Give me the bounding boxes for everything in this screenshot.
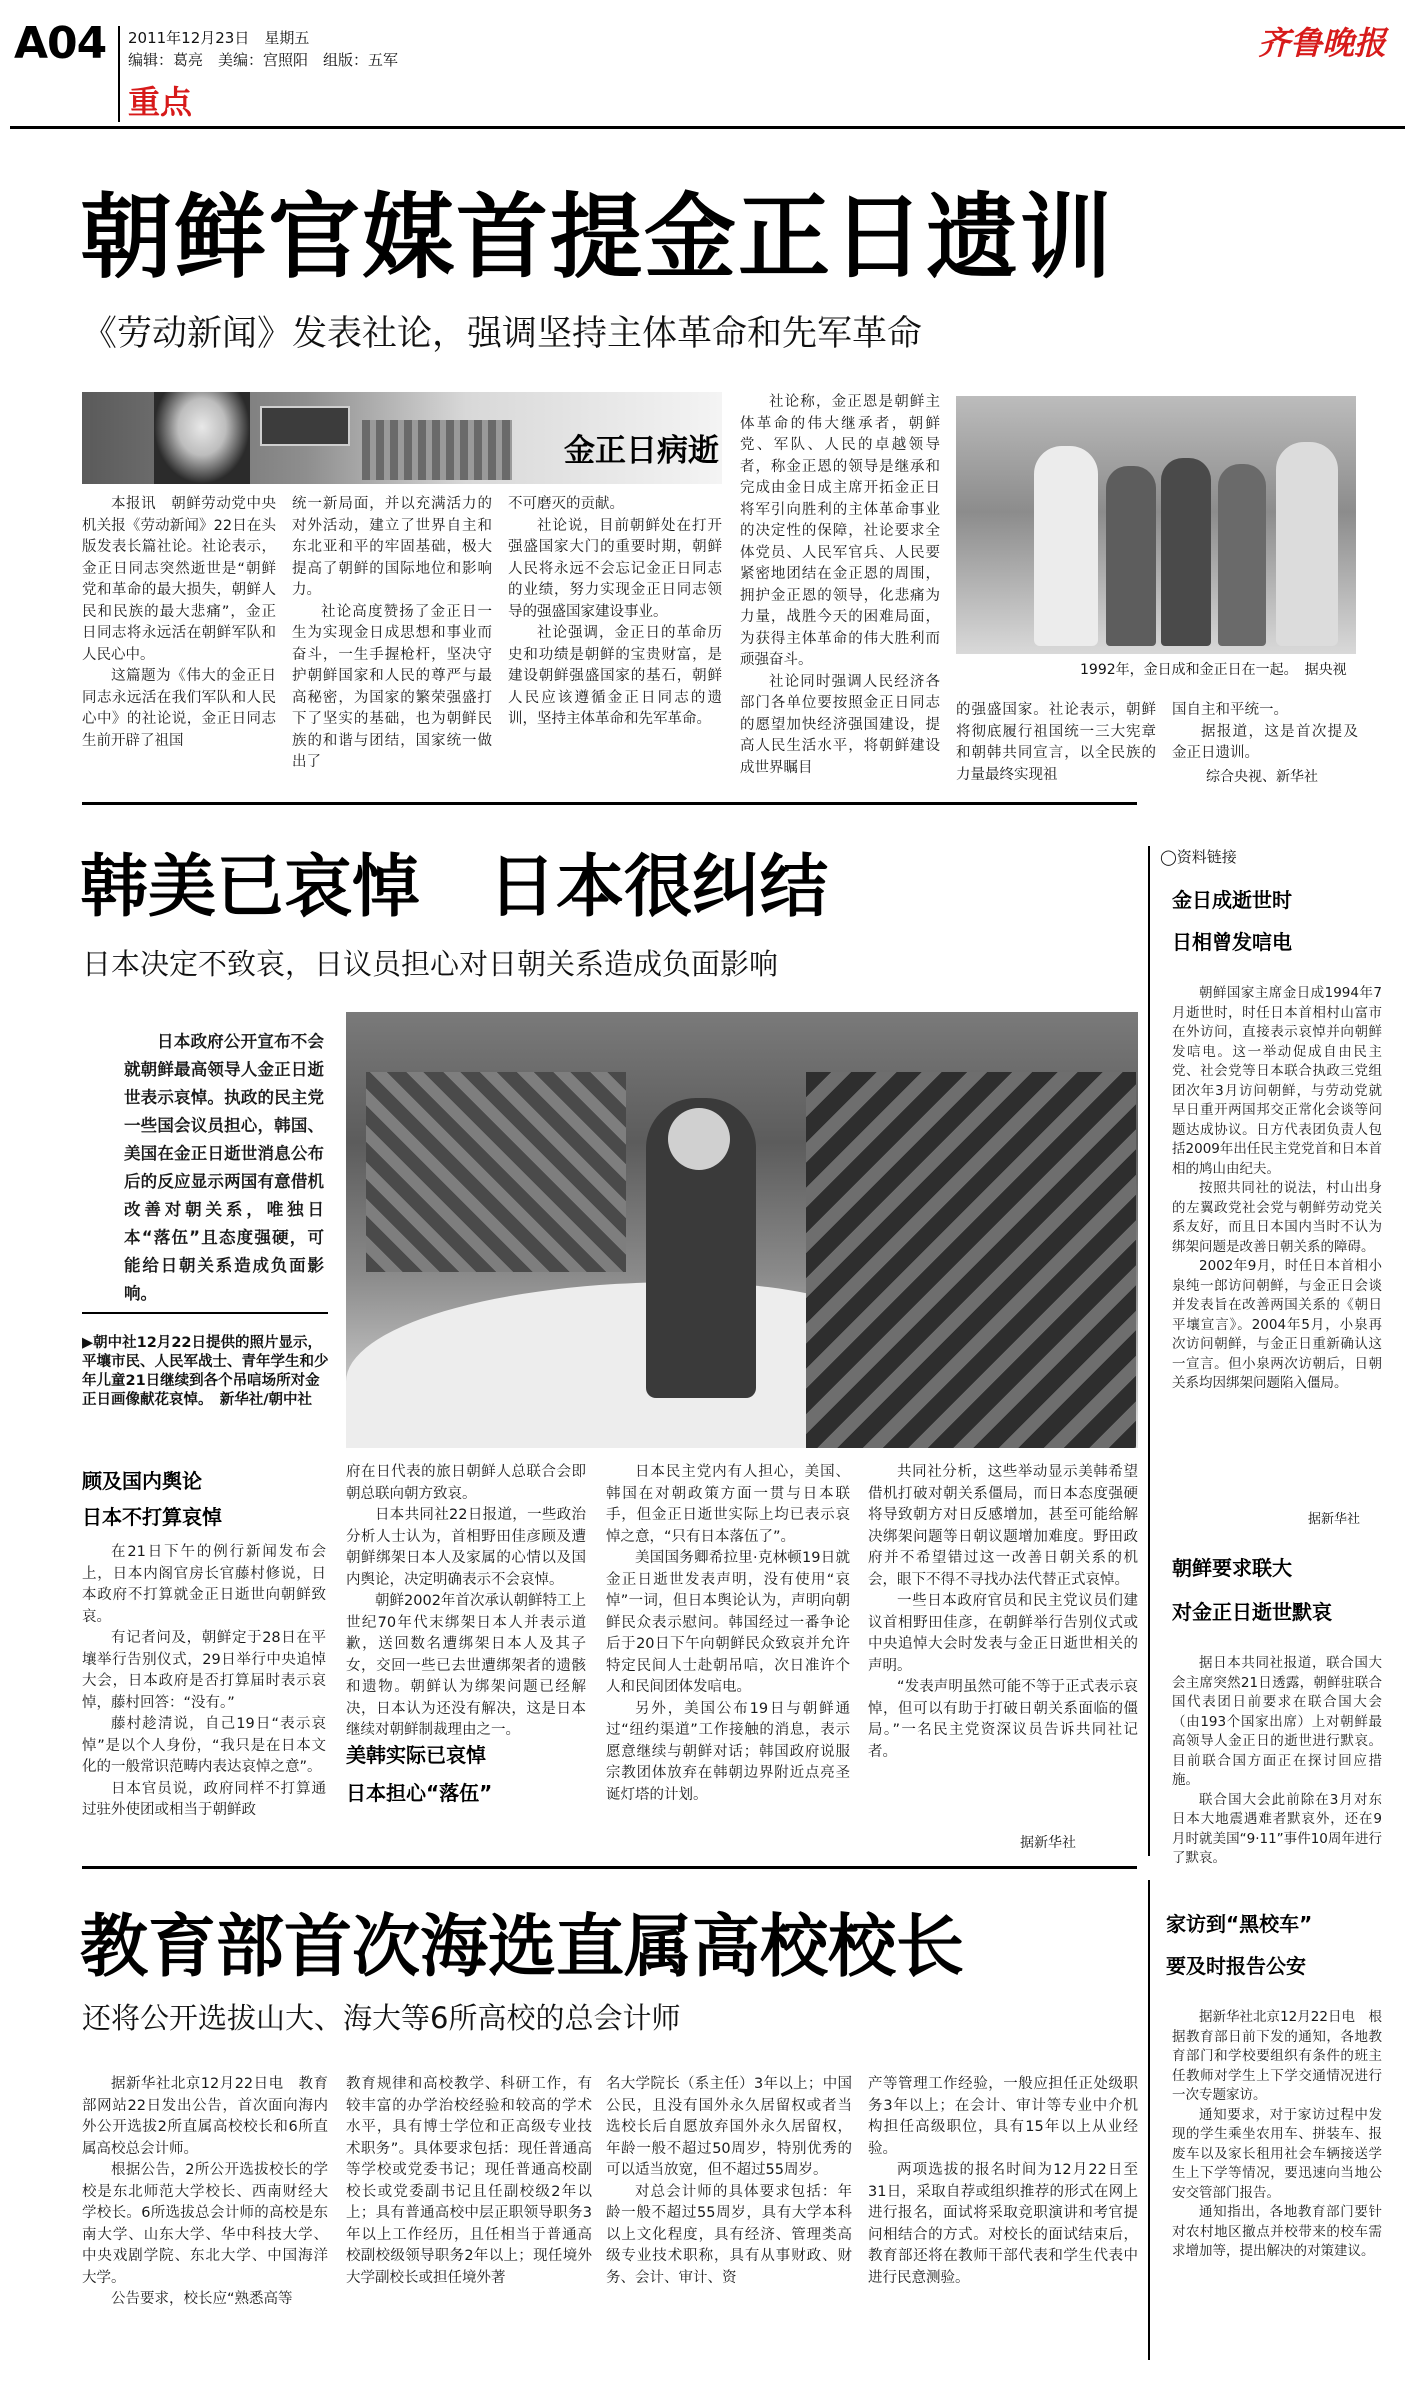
story2-col4: [868, 1462, 1138, 1822]
story2-p1: 在21日下午的例行新闻发布会上，日本内阁官房长官藤村修说，日本政府不打算就金正日逝世向朝鲜致哀。: [82, 1544, 326, 1625]
story3-p2: 根据公告，2所公开选拔校长的学校是东北师范大学校长、西南财经大学校长。6所选拔总会计师的高校是东南大学、山东大学、华中科技大学、中央戏剧学院、东北大学、中国海洋大学。: [82, 2162, 328, 2286]
story1-sign: 综合央视、新华社: [1206, 769, 1318, 785]
sidebar1-title-line2: 日相曾发唁电: [1172, 930, 1292, 954]
story1-bottom-rule: [82, 802, 1137, 805]
sidebar1-sign: 据新华社: [1308, 1512, 1361, 1527]
story2-subhead2-line1: 美韩实际已哀悼: [346, 1743, 486, 1767]
story1-p4: 社论高度赞扬了金正日一生为实现金日成思想和事业而奋斗，一生手握枪杆，坚决守护朝鲜国家和人民的尊严与最高秘密，为国家的繁荣强盛打下了坚实的基础，也为朝鲜民族的和谐与团结，国家统一做出了: [292, 603, 492, 770]
portrait-shape: [154, 392, 250, 484]
story3-col3: [606, 2074, 852, 2356]
story2-subhead1-line2: 日本不打算哀悼: [82, 1505, 222, 1529]
story1-p1: 本报讯 朝鲜劳动党中央机关报《劳动新闻》22日在头版发表长篇社论。社论表示，金正日同志突然逝世是“朝鲜党和革命的最大损失，朝鲜人民和民族的最大悲痛”，金正日同志将永远活在朝鲜军队和人民心中。: [82, 496, 276, 663]
story1-p12: 据报道，这是首次提及金正日遗训。: [1172, 723, 1358, 761]
sidebar1-title-line1: 金日成逝世时: [1172, 888, 1292, 912]
story2-photo-caption: ▶朝中社12月22日提供的照片显示，平壤市民、人民军战士、青年学生和少年儿童21日继续到各个吊唁场所对金正日画像献花哀悼。 新华社/朝中社: [82, 1335, 329, 1408]
story2-lead: [124, 1028, 324, 1304]
editors-line: 编辑：葛亮 美编：宫照阳 组版：五军: [128, 51, 399, 69]
story1-p11: 国自主和平统一。: [1172, 702, 1288, 718]
story1-col5: [956, 700, 1156, 790]
story1-col2: [292, 494, 492, 790]
sidebar1-p1: 朝鲜国家主席金日成1994年7月逝世时，时任日本首相村山富市在外访问，直接表示哀悼并向朝鲜发唁电。这一举动促成自由民主党、社会党等日本联合执政三党组团次年3月访问朝鲜，与劳动党就早日重开两国邦交正常化会谈等问题达成协议。日方代表团负责人包括2009年出任民主党党首和日本首相的鸠山由纪夫。: [1172, 985, 1382, 1177]
story3-p8: 两项选拔的报名时间为12月22日至31日，采取自荐或组织推荐的形式在网上进行报名，面试将采取竞职演讲和考官提问相结合的方式。对校长的面试结束后，教育部还将在教师干部代表和学生代表中进行民意测验。: [868, 2162, 1138, 2286]
figure-5: [1276, 442, 1338, 646]
story1-p10: 的强盛国家。社论表示，朝鲜将彻底履行祖国统一三大宪章和朝韩共同宣言，以全民族的力量最终实现祖: [956, 702, 1156, 783]
story2-p9: 美国国务卿希拉里·克林顿19日就金正日逝世发表声明，没有使用“哀悼”一词，但日本舆论认为，声明向朝鲜民众表示慰问。韩国经过一番争论后于20日下午向朝鲜民众致哀并允许特定民间人士赴朝吊唁，次日准许个人和民间团体发唁电。: [606, 1550, 850, 1695]
header-rule: [10, 126, 1405, 129]
story1-p2: 这篇题为《伟大的金正日同志永远活在我们军队和人民心中》的社论说，金正日同志生前开辟了祖国: [82, 668, 276, 749]
figure-2: [1106, 466, 1156, 646]
story1-photo-caption: 1992年，金日成和金正日在一起。 据央视: [1080, 662, 1347, 678]
mourner-face: [668, 1108, 730, 1170]
section-label: 重点: [128, 83, 193, 121]
story2-p10: 另外，美国公布19日与朝鲜通过“纽约渠道”工作接触的消息，表示愿意继续与朝鲜对话；韩国政府说服宗教团体放弃在韩朝边界附近点亮圣诞灯塔的计划。: [606, 1700, 850, 1803]
story2-subhead2-line2: 日本担心“落伍”: [346, 1781, 493, 1805]
story3-col2: [346, 2074, 592, 2356]
sidebar1-p5: 联合国大会此前除在3月对东日本大地震遇难者默哀外，还在9月时就美国“9·11”事件10周年进行了默哀。: [1172, 1791, 1382, 1866]
story1-col3: [508, 494, 722, 790]
story1-col4: [740, 392, 940, 790]
sidebar1-label: ◯资料链接: [1160, 848, 1237, 866]
story1-p6: 社论说，目前朝鲜处在打开强盛国家大门的重要时期，朝鲜人民将永远不会忘记金正日同志的业绩，努力实现金正日同志领导的强盛国家建设事业。: [508, 517, 722, 620]
sidebar1-p4: 据日本共同社报道，联合国大会主席突然21日透露，朝鲜驻联合国代表团日前要求在联合国大会（由193个国家出席）上对朝鲜最高领导人金正日的逝世进行默哀。目前联合国方面正在探讨回应措施。: [1172, 1655, 1382, 1788]
story3-p4: 教育规律和高校教学、科研工作，有较丰富的办学治校经验和较高的学术水平，具有博士学位和正高级专业技术职务”。具体要求包括：现任普通高等学校或党委书记；现任普通高校副校长或党委副书记且任副校级2年以上；具有普通高校中层正职领导职务3年以上工作经历，且任相当于普通高校副校级领导职务2年以上；现任境外大学副校长或担任境外著: [346, 2076, 592, 2286]
story1-headline: 朝鲜官媒首提金正日遗训: [80, 184, 1115, 291]
story3-p7: 产等管理工作经验，一般应担任正处级职务3年以上；在会计、审计等专业中介机构担任高级职位，具有15年以上从业经验。: [868, 2076, 1138, 2157]
story3-deck: 还将公开选拔山大、海大等6所高校的总会计师: [82, 2001, 681, 2035]
sidebar3-body: [1172, 2008, 1382, 2358]
sidebar3-title-line1: 家访到“黑校车”: [1166, 1912, 1313, 1936]
banner-label: 金正日病逝: [564, 433, 719, 469]
story2-deck: 日本决定不致哀，日议员担心对日朝关系造成负面影响: [82, 947, 779, 981]
story2-p2: 有记者问及，朝鲜定于28日在平壤举行告别仪式，29日举行中央追悼大会，日本政府是否打算届时表示哀悼，藤村回答：“没有。”: [82, 1630, 326, 1711]
sidebar1-title2-line2: 对金正日逝世默哀: [1172, 1600, 1332, 1624]
story1-col1: [82, 494, 276, 790]
sidebar3-p2: 通知要求，对于家访过程中发现的学生乘坐农用车、拼装车、报废车以及家长租用社会车辆接送学生上下学等情况，要迅速向当地公安交管部门报告。: [1172, 2106, 1382, 2201]
page-number: A04: [14, 18, 107, 69]
header-divider: [118, 26, 120, 122]
story3-p3: 公告要求，校长应“熟悉高等: [111, 2291, 293, 2307]
story1-p8: 社论称，金正恩是朝鲜主体革命的伟大继承者，朝鲜党、军队、人民的卓越领导者，称金正恩的领导是继承和完成由金日成主席开拓金正日将军引向胜利的主体革命事业的决定性的保障，社论要求全体党员、人民军官兵、人民要紧密地团结在金正恩的周围，拥护金正恩的领导，化悲痛为力量，战胜今天的困难局面，为获得主体革命的伟大胜利而顽强奋斗。: [740, 394, 940, 668]
story2-sign: 据新华社: [1020, 1835, 1076, 1851]
sidebar1-p3: 2002年9月，时任日本首相小泉纯一郎访问朝鲜，与金正日会谈并发表旨在改善两国关系的《朝日平壤宣言》。2004年5月，小泉再次访问朝鲜，与金正日重新确认这一宣言。但小泉两次访朝后，日朝关系均因绑架问题陷入僵局。: [1172, 1258, 1382, 1391]
masthead-logo: 齐鲁晚报: [1258, 24, 1387, 62]
story2-p4: 日本官员说，政府同样不打算通过驻外使团或相当于朝鲜政: [82, 1780, 326, 1818]
sidebar1-body2: [1172, 1654, 1382, 1866]
story3-p5: 名大学院长（系主任）3年以上；中国公民，且没有国外永久居留权或者当选校长后自愿放弃国外永久居留权，年龄一般不超过50周岁，特别优秀的可以适当放宽，但不超过55周岁。: [606, 2076, 852, 2178]
story2-lead-text: 日本政府公开宣布不会就朝鲜最高领导人金正日逝世表示哀悼。执政的民主党一些国会议员担心，韩国、美国在金正日逝世消息公布后的反应显示两国有意借机改善对朝关系，唯独日本“落伍”且态度强硬，可能给日朝关系造成负面影响。: [124, 1032, 324, 1303]
story2-p6: 日本共同社22日报道，一些政治分析人士认为，首相野田佳彦顾及遭朝鲜绑架日本人及家属的心情以及国内舆论，决定明确表示不会哀悼。: [346, 1507, 586, 1588]
kim-banner-image: [82, 392, 722, 484]
sidebar1-body: [1172, 984, 1382, 1520]
crowd-right: [806, 1072, 1136, 1448]
story2-headline: 韩美已哀悼 日本很纠结: [80, 848, 829, 927]
sidebar3-p3: 通知指出，各地教育部门要针对农村地区撤点并校带来的校车需求增加等，提出解决的对策建议。: [1172, 2204, 1382, 2259]
date-line: 2011年12月23日 星期五: [128, 29, 310, 47]
story3-p1: 据新华社北京12月22日电 教育部网站22日发出公告，首次面向海内外公开选拔2所直属高校校长和6所直属高校总会计师。: [82, 2076, 328, 2157]
figure-4: [1218, 464, 1266, 646]
story2-lead-rule: [82, 1312, 328, 1314]
story2-p8: 日本民主党内有人担心，美国、韩国在对朝政策方面一贯与日本联手，但金正日逝世实际上均已表示哀悼之意，“只有日本落伍了”。: [606, 1464, 850, 1545]
story3-col4: [868, 2074, 1138, 2356]
sidebar-divider: [1148, 846, 1150, 1856]
story1-p5: 不可磨灭的贡献。: [508, 496, 624, 512]
story2-p11: 共同社分析，这些举动显示美韩希望借机打破对朝关系僵局，而日本态度强硬将导致朝方对日反感增加，甚至可能给解决绑架问题等日朝议题增加难度。野田政府并不希望错过这一改善日朝关系的机会，眼下不得不寻找办法代替正式哀悼。: [868, 1464, 1138, 1588]
story2-col1: [82, 1542, 326, 1856]
sidebar3-divider: [1148, 1880, 1150, 2360]
story3-headline: 教育部首次海选直属高校校长: [80, 1908, 965, 1987]
story2-p3: 藤村趁清说，自己19日“表示哀悼”是以个人身份，“我只是在日本文化的一般常识范畴内表达哀悼之意”。: [82, 1716, 326, 1775]
sidebar3-p1: 据新华社北京12月22日电 根据教育部日前下发的通知，各地教育部门和学校要组织有条件的班主任教师对学生上下学交通情况进行一次专题家访。: [1172, 2009, 1382, 2103]
story1-deck: 《劳动新闻》发表社论，强调坚持主体革命和先军革命: [82, 314, 923, 354]
story2-p12: 一些日本政府官员和民主党议员们建议首相野田佳彦，在朝鲜举行告别仪式或中央追悼大会时发表与金正日逝世相关的声明。: [868, 1593, 1138, 1674]
story2-bottom-rule: [82, 1866, 1137, 1869]
story1-p9: 社论同时强调人民经济各部门各单位要按照金正日同志的愿望加快经济强国建设，提高人民生活水平，将朝鲜建设成世界瞩目: [740, 673, 940, 776]
story2-col2: [346, 1462, 586, 1738]
sidebar1-p2: 按照共同社的说法，村山出身的左翼政党社会党与朝鲜劳动党关系友好，而且日本国内当时不认为绑架问题是改善日朝关系的障碍。: [1172, 1180, 1382, 1255]
building-shape: [362, 420, 512, 480]
sidebar1-title2-line1: 朝鲜要求联大: [1172, 1556, 1292, 1580]
story3-p6: 对总会计师的具体要求包括：年龄一般不超过55周岁，具有大学本科以上文化程度，具有经济、管理类高级专业技术职称，具有从事财政、财务、会计、审计、资: [606, 2183, 852, 2286]
flag-shape: [260, 406, 350, 446]
story3-col1: [82, 2074, 328, 2356]
kim-il-sung-kim-jong-il-photo: [956, 396, 1356, 654]
story2-col3: [606, 1462, 850, 1856]
figure-3: [1161, 458, 1211, 646]
mourning-crowd-photo: [346, 1012, 1138, 1448]
story2-p5: 府在日代表的旅日朝鲜人总联合会即朝总联向朝方致哀。: [346, 1464, 586, 1502]
story2-p13: “发表声明虽然可能不等于正式表示哀悼，但可以有助于打破日朝关系面临的僵局。”一名民主党资深议员告诉共同社记者。: [868, 1679, 1138, 1760]
crowd-left: [366, 1072, 626, 1272]
story2-p7: 朝鲜2002年首次承认朝鲜特工上世纪70年代末绑架日本人并表示道歉，送回数名遭绑架日本人及其子女，交回一些已去世遭绑架者的遗骸和遗物。朝鲜认为绑架问题已经解决，日本认为还没有解决，这是日本继续对朝鲜制裁理由之一。: [346, 1593, 586, 1738]
sidebar3-title-line2: 要及时报告公安: [1166, 1954, 1306, 1978]
story2-subhead1-line1: 顾及国内舆论: [82, 1469, 202, 1493]
story1-p7: 社论强调，金正日的革命历史和功绩是朝鲜的宝贵财富，是建设朝鲜强盛国家的基石，朝鲜人民应该遵循金正日同志的遗训，坚持主体革命和先军革命。: [508, 625, 722, 727]
figure-1: [1034, 446, 1098, 646]
story1-p3: 统一新局面，并以充满活力的对外活动，建立了世界自主和东北亚和平的牢固基础，极大提高了朝鲜的国际地位和影响力。: [292, 496, 492, 598]
